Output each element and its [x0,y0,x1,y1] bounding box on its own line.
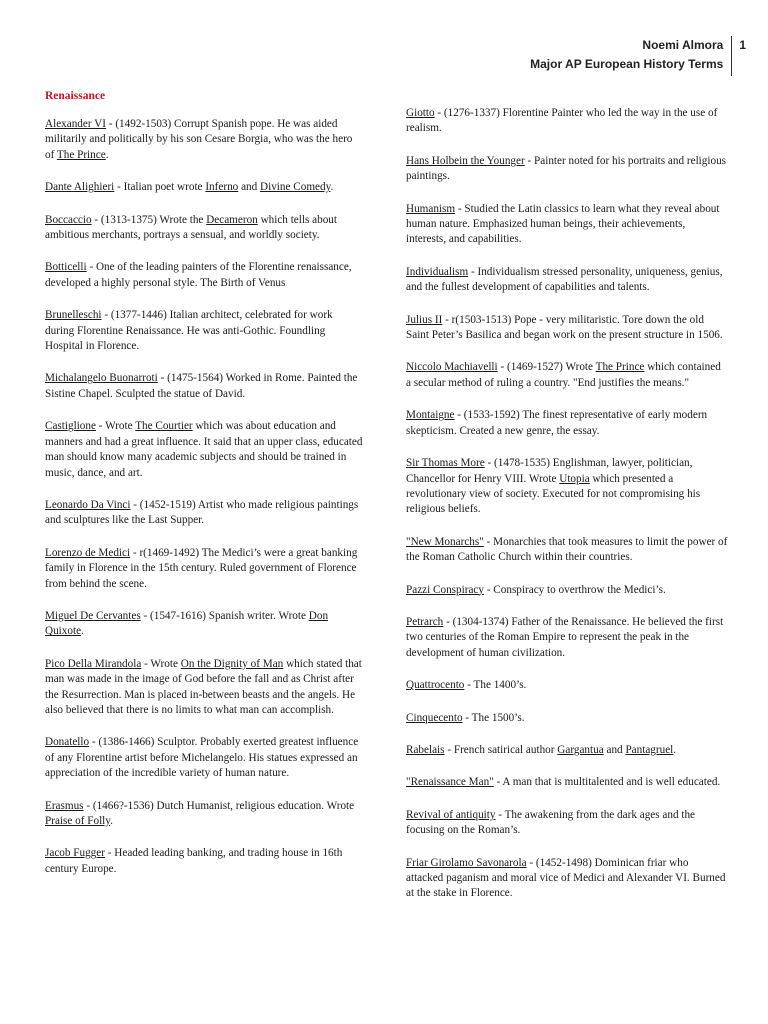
term-entry-cinquecento [406,711,728,726]
work-title: Praise of Folly [45,815,111,827]
work-title: Pantagruel [625,743,674,756]
term-entry-montaigne [406,408,728,439]
term-definition: - French satirical author [444,743,558,756]
right-column [406,106,728,919]
term-definition: - The 1500’s. [462,711,525,724]
work-title: Inferno [205,181,239,194]
term-definition: - r(1503-1513) Pope - very militaristic. Tore down the old Saint Peter’s Basilica and began work on the present structure in 1506. [406,313,723,342]
term-name: Hans Holbein the Younger [406,154,525,167]
term-name: Boccaccio [45,213,92,226]
term-entry-giotto [406,106,728,137]
term-entry-sir-thomas-more [406,456,728,518]
term-name: Montaigne [406,409,455,422]
page-number: 1 [739,38,746,52]
term-definition: which stated that man was made in the image of God before the fall and as Christ after the Resurrection. Man is placed in-between beasts and the angels. He also believed that there is no limits to what man can accomplish. [45,657,362,716]
term-definition: - (1475-1564) Worked in Rome. Painted the Sistine Chapel. Sculpted the statue of David. [45,372,358,400]
term-entry-erasmus [45,799,363,830]
term-definition: - Monarchies that took measures to limit the power of the Roman Catholic Church within their countries. [406,535,728,564]
term-entry-castiglione [45,419,363,481]
term-definition: - One of the leading painters of the Florentine renaissance, developed a highly personal style. The Birth of Venus [45,261,352,289]
term-name: Leonardo Da Vinci [45,498,131,511]
term-definition: - (1304-1374) Father of the Renaissance. He believed the first two centuries of the Roman Empire to represent the peak in the development of human civilization. [406,615,724,659]
work-title: The Prince [595,361,645,374]
term-definition: and [603,743,626,756]
term-definition: - (1452-1498) Dominican friar who attacked paganism and moral vice of Medici and Alexander VI. Burned at the stake in Florence. [406,856,726,900]
term-entry-boccaccio [45,213,363,244]
term-definition: - Individualism stressed personality, uniqueness, genius, and the fullest development of capabilities and talents. [406,265,723,294]
term-entry-pico-della-mirandola [45,657,363,719]
term-definition: - (1492-1503) Corrupt Spanish pope. He was aided militarily and politically by his son Cesare Borgia, who was the hero of [45,118,353,161]
term-name: Jacob Fugger [45,847,105,860]
term-entry-dante-alighieri [45,180,363,195]
term-entry-alexander-vi [45,117,363,163]
term-definition: - Wrote [141,657,181,670]
page-header [530,36,746,76]
term-name: Julius II [406,313,443,326]
term-name: Rabelais [406,743,445,756]
work-title: Don Quixote [45,609,329,638]
term-definition: - (1377-1446) Italian architect, celebrated for work during Florentine Renaissance. He was anti-Gothic. Foundling Hospital in Florence. [45,309,333,353]
term-name: "New Monarchs" [406,535,484,548]
term-name: Lorenzo de Medici [45,546,131,559]
term-entry-donatello [45,735,363,781]
term-entry-individualism [406,265,728,296]
term-name: Petrarch [406,615,444,628]
term-definition: . [330,181,334,194]
term-entry-miguel-de-cervantes [45,609,363,640]
term-entry-pazzi-conspiracy [406,583,728,598]
term-definition: - A man that is multitalented and is well educated. [493,776,721,789]
term-name: Individualism [406,265,469,278]
term-definition: - Wrote [95,420,136,433]
term-definition: - (1547-1616) Spanish writer. Wrote [140,609,309,622]
term-name: Revival of antiquity [406,808,496,821]
term-entry-quattrocento [406,678,728,693]
term-entry-brunelleschi [45,308,363,354]
term-definition: - (1533-1592) The finest representative of early modern skepticism. Created a new genre, the essay. [406,409,708,437]
term-definition: - (1469-1527) Wrote [497,361,596,374]
work-title: Decameron [206,213,258,226]
right-entries [406,106,728,902]
term-entry-michalangelo-buonarroti [45,371,363,402]
term-entry-hans-holbein [406,154,728,185]
term-definition: which was about education and manners and had a great influence. It said that an upper class, educated man should know many academic subjects and should be trained in music, dance, and art. [45,420,363,479]
term-name: Friar Girolamo Savonarola [406,856,527,869]
term-name: Michalangelo Buonarroti [45,372,158,385]
term-definition: which contained a secular method of ruling a country. "End justifies the means." [406,361,721,389]
term-name: Pico Della Mirandola [45,657,142,670]
term-entry-savonarola [406,856,728,902]
term-name: Cinquecento [406,711,463,724]
term-definition: - (1478-1535) Englishman, lawyer, politician, Chancellor for Henry VIII. Wrote [406,457,693,485]
term-definition: - Headed leading banking, and trading house in 16th century Europe. [45,847,343,875]
term-definition: . [81,625,84,638]
term-definition: - (1466?-1536) Dutch Humanist, religious education. Wrote [83,799,355,812]
term-definition: - (1313-1375) Wrote the [91,213,207,226]
term-entry-humanism [406,202,728,248]
term-name: Botticelli [45,261,87,274]
term-definition: - The awakening from the dark ages and the focusing on the Roman’s. [406,808,696,837]
document-title: Major AP European History Terms [530,57,724,71]
term-name: Castiglione [45,420,96,433]
left-column [45,88,363,894]
term-definition: - (1276-1337) Florentine Painter who led the way in the use of realism. [406,107,718,135]
term-definition: . [105,148,109,161]
term-definition: - (1386-1466) Sculptor. Probably exerted greatest influence of any Florentine artist before Michelangelo. His statues expressed an appreciation of the incredible variety of human nature. [45,736,359,780]
section-title: Renaissance [45,90,106,102]
term-name: Erasmus [45,799,84,812]
left-entries [45,117,363,877]
term-entry-jacob-fugger [45,846,363,877]
term-name: Humanism [406,202,456,215]
term-definition: which tells about ambitious merchants, portrays a sensual, and worldly society. [45,213,337,242]
term-definition: - r(1469-1492) The Medici’s were a great banking family in Florence in the 15th century. Ruled government of Florence from behind the scene. [45,546,358,590]
term-entry-renaissance-man [406,775,728,790]
work-title: The Courtier [135,420,193,433]
term-name: Donatello [45,736,90,749]
term-entry-botticelli [45,260,363,291]
term-entry-lorenzo-de-medici [45,546,363,592]
term-name: Brunelleschi [45,309,102,322]
term-definition: and [238,181,261,194]
work-title: Utopia [559,472,590,485]
term-name: Sir Thomas More [406,457,485,470]
term-definition: - The 1400’s. [464,679,527,692]
term-definition: - Painter noted for his portraits and religious paintings. [406,154,727,183]
term-name: Pazzi Conspiracy [406,583,484,596]
term-name: Dante Alighieri [45,181,115,194]
term-definition: . [110,815,113,827]
work-title: Divine Comedy [260,181,331,194]
term-entry-julius-ii [406,313,728,344]
work-title: Gargantua [557,743,604,756]
term-name: Niccolo Machiavelli [406,361,498,374]
work-title: The Prince [56,148,106,161]
term-name: "Renaissance Man" [406,776,494,789]
term-definition: which presented a revolutionary view of society. Executed for not compromising his religious beliefs. [406,472,701,516]
work-title: On the Dignity of Man [180,657,284,670]
term-name: Giotto [406,107,435,119]
term-entry-niccolo-machiavelli [406,360,728,391]
header-text [530,36,731,76]
term-definition: - (1452-1519) Artist who made religious paintings and sculptures like the Last Supper. [45,498,359,527]
term-definition: - Italian poet wrote [114,181,206,194]
author-name: Noemi Almora [642,38,724,52]
term-definition: - Studied the Latin classics to learn what they reveal about human nature. Emphasized human beings, their achievements, interests, and capabilities. [406,202,720,246]
term-name: Quattrocento [406,679,465,692]
term-definition: - Conspiracy to overthrow the Medici’s. [483,583,666,596]
term-entry-rabelais [406,743,728,758]
term-name: Miguel De Cervantes [45,609,141,622]
term-entry-revival-of-antiquity [406,808,728,839]
term-name: Alexander VI [45,118,106,130]
term-entry-new-monarchs [406,535,728,566]
term-entry-leonardo-da-vinci [45,498,363,529]
term-entry-petrarch [406,615,728,661]
term-definition: . [673,743,677,756]
